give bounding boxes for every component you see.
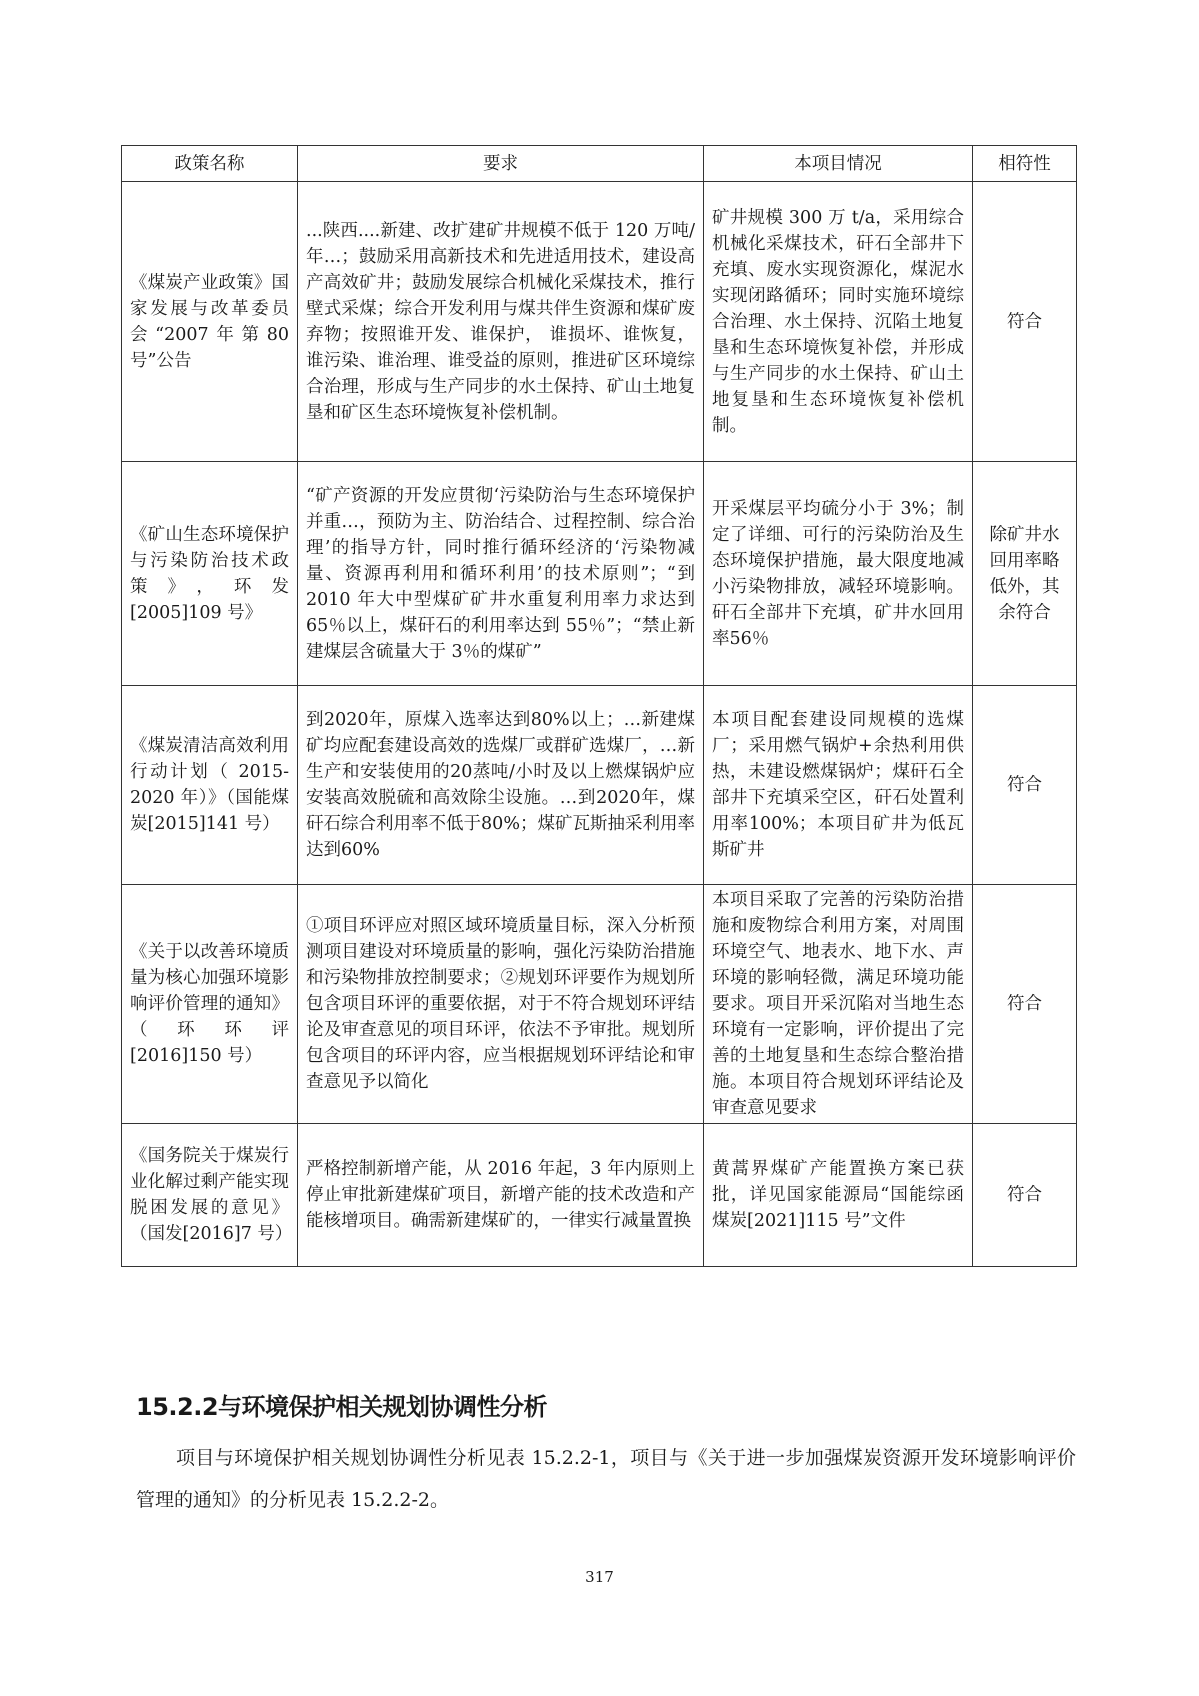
header-conformity: 相符性 — [973, 146, 1077, 182]
conformity-cell: 除矿井水回用率略低外，其余符合 — [973, 462, 1077, 686]
situation-cell: 黄蒿界煤矿产能置换方案已获批，详见国家能源局“国能综函煤炭[2021]115 号”文件 — [704, 1124, 973, 1267]
situation-cell: 本项目采取了完善的污染防治措施和废物综合利用方案，对周围环境空气、地表水、地下水、声环境的影响轻微，满足环境功能要求。项目开采沉陷对当地生态环境有一定影响，评价提出了完善的土地复垦和生态综合整治措施。本项目符合规划环评结论及审查意见要求 — [704, 885, 973, 1124]
table-row — [122, 885, 1077, 1124]
table-row — [122, 686, 1077, 885]
situation-cell: 矿井规模 300 万 t/a，采用综合机械化采煤技术，矸石全部井下充填、废水实现资源化，煤泥水实现闭路循环；同时实施环境综合治理、水土保持、沉陷土地复垦和生态环境恢复补偿，并形成与生产同步的水土保持、矿山土地复垦和生态环境恢复补偿机制。 — [704, 182, 973, 462]
table-row — [122, 1124, 1077, 1267]
policy-name-cell: 《国务院关于煤炭行业化解过剩产能实现脱困发展的意见》（国发[2016]7 号） — [122, 1124, 298, 1267]
policy-name-cell: 《关于以改善环境质量为核心加强环境影响评价管理的通知》（环环评 [2016]150 号） — [122, 885, 298, 1124]
conformity-cell: 符合 — [973, 885, 1077, 1124]
requirement-cell: “矿产资源的开发应贯彻‘污染防治与生态环境保护并重…，预防为主、防治结合、过程控制、综合治理’的指导方针，同时推行循环经济的‘污染物减量、资源再利用和循环利用’的技术原则”；“到 2010 年大中型煤矿矿井水重复利用率力求达到 65％以上，煤矸石的利用率达到 55％”；“禁止新建煤层含硫量大于 3％的煤矿” — [298, 462, 704, 686]
requirement-cell: 到2020年，原煤入选率达到80%以上；…新建煤矿均应配套建设高效的选煤厂或群矿选煤厂，…新生产和安装使用的20蒸吨/小时及以上燃煤锅炉应安装高效脱硫和高效除尘设施。…到2020年，煤矸石综合利用率不低于80%；煤矿瓦斯抽采利用率达到60% — [298, 686, 704, 885]
policy-conformity-table — [121, 145, 1077, 1267]
requirement-cell: 严格控制新增产能，从 2016 年起，3 年内原则上停止审批新建煤矿项目，新增产能的技术改造和产能核增项目。确需新建煤矿的，一律实行减量置换 — [298, 1124, 704, 1267]
header-requirement: 要求 — [298, 146, 704, 182]
requirement-cell: ①项目环评应对照区域环境质量目标，深入分析预测项目建设对环境质量的影响，强化污染防治措施和污染物排放控制要求；②规划环评要作为规划所包含项目环评的重要依据，对于不符合规划环评结论及审查意见的项目环评，依法不予审批。规划所包含项目的环评内容，应当根据规划环评结论和审查意见予以简化 — [298, 885, 704, 1124]
header-project-situation: 本项目情况 — [704, 146, 973, 182]
table-row — [122, 182, 1077, 462]
conformity-cell: 符合 — [973, 182, 1077, 462]
conformity-cell: 符合 — [973, 1124, 1077, 1267]
situation-cell: 本项目配套建设同规模的选煤厂；采用燃气锅炉+余热利用供热，未建设燃煤锅炉；煤矸石全部井下充填采空区，矸石处置利用率100%；本项目矿井为低瓦斯矿井 — [704, 686, 973, 885]
table-row — [122, 462, 1077, 686]
requirement-cell: ...陕西....新建、改扩建矿井规模不低于 120 万吨/年…；鼓励采用高新技术和先进适用技术，建设高产高效矿井；鼓励发展综合机械化采煤技术，推行壁式采煤；综合开发利用与煤共伴生资源和煤矿废弃物；按照谁开发、谁保护， 谁损坏、谁恢复，谁污染、谁治理、谁受益的原则，推进矿区环境综合治理，形成与生产同步的水土保持、矿山土地复垦和矿区生态环境恢复补偿机制。 — [298, 182, 704, 462]
policy-name-cell: 《煤炭清洁高效利用行动计划（ 2015-2020 年）》（国能煤炭[2015]141 号） — [122, 686, 298, 885]
page-number: 317 — [585, 1568, 614, 1586]
section-heading: 15.2.2与环境保护相关规划协调性分析 — [136, 1393, 548, 1421]
policy-name-cell: 《煤炭产业政策》国家发展与改革委员会“2007年第80号”公告 — [122, 182, 298, 462]
header-policy-name: 政策名称 — [122, 146, 298, 182]
conformity-cell: 符合 — [973, 686, 1077, 885]
policy-name-cell: 《矿山生态环境保护与污染防治技术政策》，环发[2005]109 号》 — [122, 462, 298, 686]
table-header-row — [122, 146, 1077, 182]
situation-cell: 开采煤层平均硫分小于 3%；制定了详细、可行的污染防治及生态环境保护措施，最大限度地减小污染物排放，减轻环境影响。矸石全部井下充填，矿井水回用率56％ — [704, 462, 973, 686]
section-paragraph: 项目与环境保护相关规划协调性分析见表 15.2.2-1，项目与《关于进一步加强煤炭资源开发环境影响评价管理的通知》的分析见表 15.2.2-2。 — [136, 1447, 1076, 1511]
